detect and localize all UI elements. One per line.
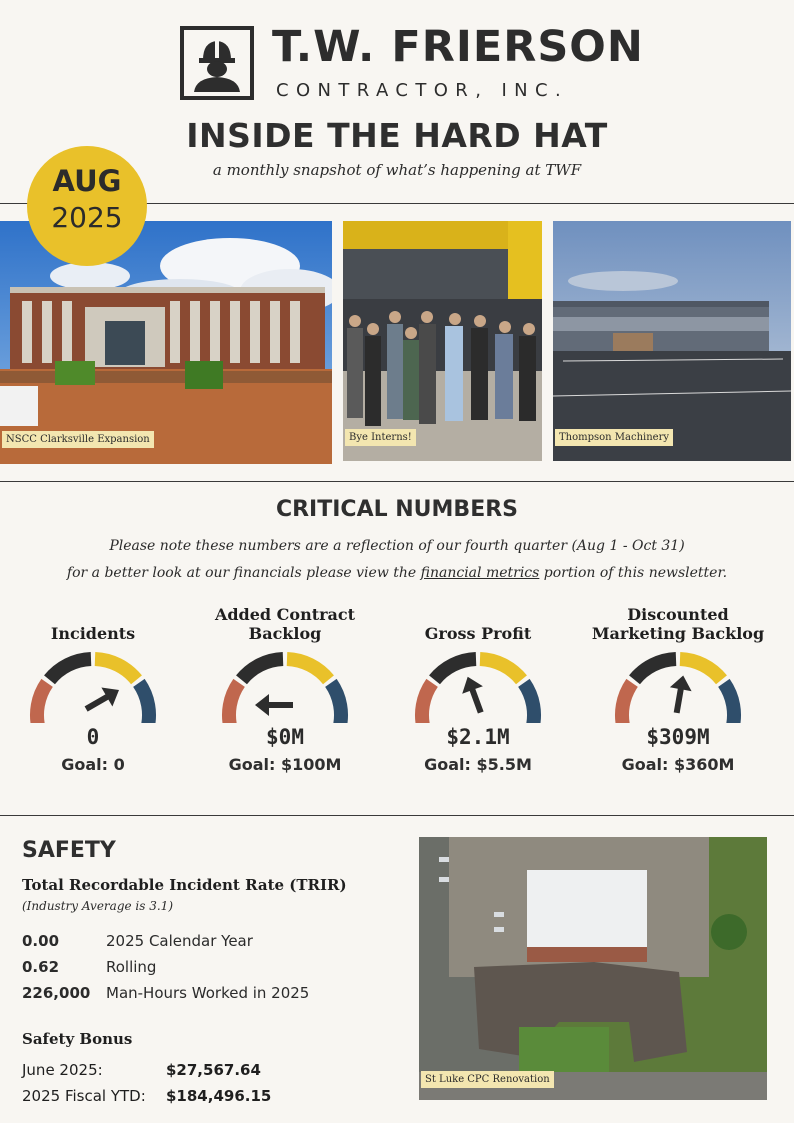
- financial-metrics-link[interactable]: financial metrics: [420, 565, 540, 581]
- date-badge: [27, 146, 147, 266]
- building-image: [0, 221, 332, 464]
- gauge-label: Gross Profit: [424, 624, 532, 643]
- note-text: portion of this newsletter.: [539, 565, 728, 581]
- gauge-goal: Goal: $5.5M: [424, 755, 532, 774]
- gauge-dial: [588, 643, 768, 723]
- gauge-segment-yellow: [480, 659, 522, 680]
- worker-icon: [184, 30, 250, 96]
- gauge-dial: [195, 643, 375, 723]
- stat-row: [22, 932, 253, 950]
- gauge-segment-blue: [524, 683, 534, 723]
- gauge-needle: [85, 688, 119, 712]
- gauge-segment-red: [229, 683, 239, 723]
- bonus-row: [22, 1061, 261, 1079]
- gauge-needle: [255, 694, 293, 716]
- gauge-segment-yellow: [287, 659, 329, 680]
- bonus-title: Safety Bonus: [22, 1030, 133, 1048]
- gauge-needle: [462, 677, 483, 714]
- gauge-dial: [3, 643, 183, 723]
- gauge-goal: Goal: $360M: [621, 755, 735, 774]
- gauge-segment-red: [422, 683, 432, 723]
- gauge-segment-blue: [331, 683, 341, 723]
- gauge-segment-dark: [50, 659, 92, 680]
- photo-nscc: [0, 221, 332, 464]
- gauge-value: $2.1M: [446, 725, 510, 749]
- gauge-label: Incidents: [50, 624, 136, 643]
- gauge-segment-red: [622, 683, 632, 723]
- aerial-image: [419, 837, 767, 1100]
- brand-name: T.W. FRIERSON: [272, 22, 644, 72]
- newsletter-title: INSIDE THE HARD HAT: [186, 116, 608, 155]
- critical-note-line1: Please note these numbers are a reflection of our fourth quarter (Aug 1 - Oct 31): [109, 538, 685, 554]
- gauge-value: 0: [86, 725, 100, 749]
- photo-thompson: [553, 221, 791, 461]
- gauge-goal: Goal: 0: [61, 755, 125, 774]
- gauge-value: $0M: [266, 725, 304, 749]
- bonus-row: [22, 1087, 271, 1105]
- stat-label: Rolling: [106, 958, 157, 976]
- gauge-label: Added Contract Backlog: [214, 605, 356, 643]
- stat-value: 226,000: [22, 984, 91, 1002]
- gauge-incidents: [3, 603, 183, 774]
- group-photo-image: [343, 221, 542, 461]
- trir-note: (Industry Average is 3.1): [22, 899, 173, 913]
- gauge-segment-dark: [435, 659, 477, 680]
- gauge-added-backlog: [195, 603, 375, 774]
- gauge-label: Discounted Marketing Backlog: [591, 605, 765, 643]
- bonus-value: $184,496.15: [166, 1087, 272, 1105]
- gauge-needle: [670, 676, 692, 714]
- photo-caption: NSCC Clarksville Expansion: [2, 431, 154, 448]
- date-year: 2025: [51, 201, 123, 234]
- gauge-goal: Goal: $100M: [228, 755, 342, 774]
- warehouse-image: [553, 221, 791, 461]
- gauge-marketing-backlog: [588, 603, 768, 774]
- gauge-segment-yellow: [680, 659, 722, 680]
- trir-title: Total Recordable Incident Rate (TRIR): [22, 876, 347, 894]
- divider: [0, 481, 794, 482]
- stat-label: 2025 Calendar Year: [106, 932, 253, 950]
- stat-value: 0.62: [22, 958, 60, 976]
- hard-hat-logo: [180, 26, 254, 100]
- photo-caption: Thompson Machinery: [555, 429, 673, 446]
- gauge-segment-dark: [242, 659, 284, 680]
- gauge-gross-profit: [388, 603, 568, 774]
- newsletter-subtitle: a monthly snapshot of what’s happening at TWF: [212, 161, 582, 179]
- bonus-value: $27,567.64: [166, 1061, 261, 1079]
- gauge-segment-yellow: [95, 659, 137, 680]
- photo-caption: Bye Interns!: [345, 429, 416, 446]
- bonus-label: June 2025:: [22, 1061, 103, 1079]
- gauge-value: $309M: [646, 725, 710, 749]
- date-month: AUG: [52, 164, 122, 198]
- stat-value: 0.00: [22, 932, 60, 950]
- gauge-dial: [388, 643, 568, 723]
- critical-note-line2: [0, 565, 794, 581]
- gauge-segment-blue: [724, 683, 734, 723]
- gauge-segment-blue: [139, 683, 149, 723]
- bonus-label: 2025 Fiscal YTD:: [22, 1087, 146, 1105]
- gauge-segment-red: [37, 683, 47, 723]
- critical-numbers-title: CRITICAL NUMBERS: [275, 497, 519, 522]
- photo-caption: St Luke CPC Renovation: [421, 1071, 554, 1088]
- safety-title: SAFETY: [22, 838, 116, 863]
- stat-label: Man-Hours Worked in 2025: [106, 984, 310, 1002]
- photo-interns: [343, 221, 542, 461]
- note-text: for a better look at our financials please view the: [66, 565, 421, 581]
- divider: [0, 815, 794, 816]
- brand-subtitle: CONTRACTOR, INC.: [276, 80, 569, 101]
- gauge-segment-dark: [635, 659, 677, 680]
- stat-row: [22, 958, 156, 976]
- photo-st-luke: [419, 837, 767, 1100]
- stat-row: [22, 984, 309, 1002]
